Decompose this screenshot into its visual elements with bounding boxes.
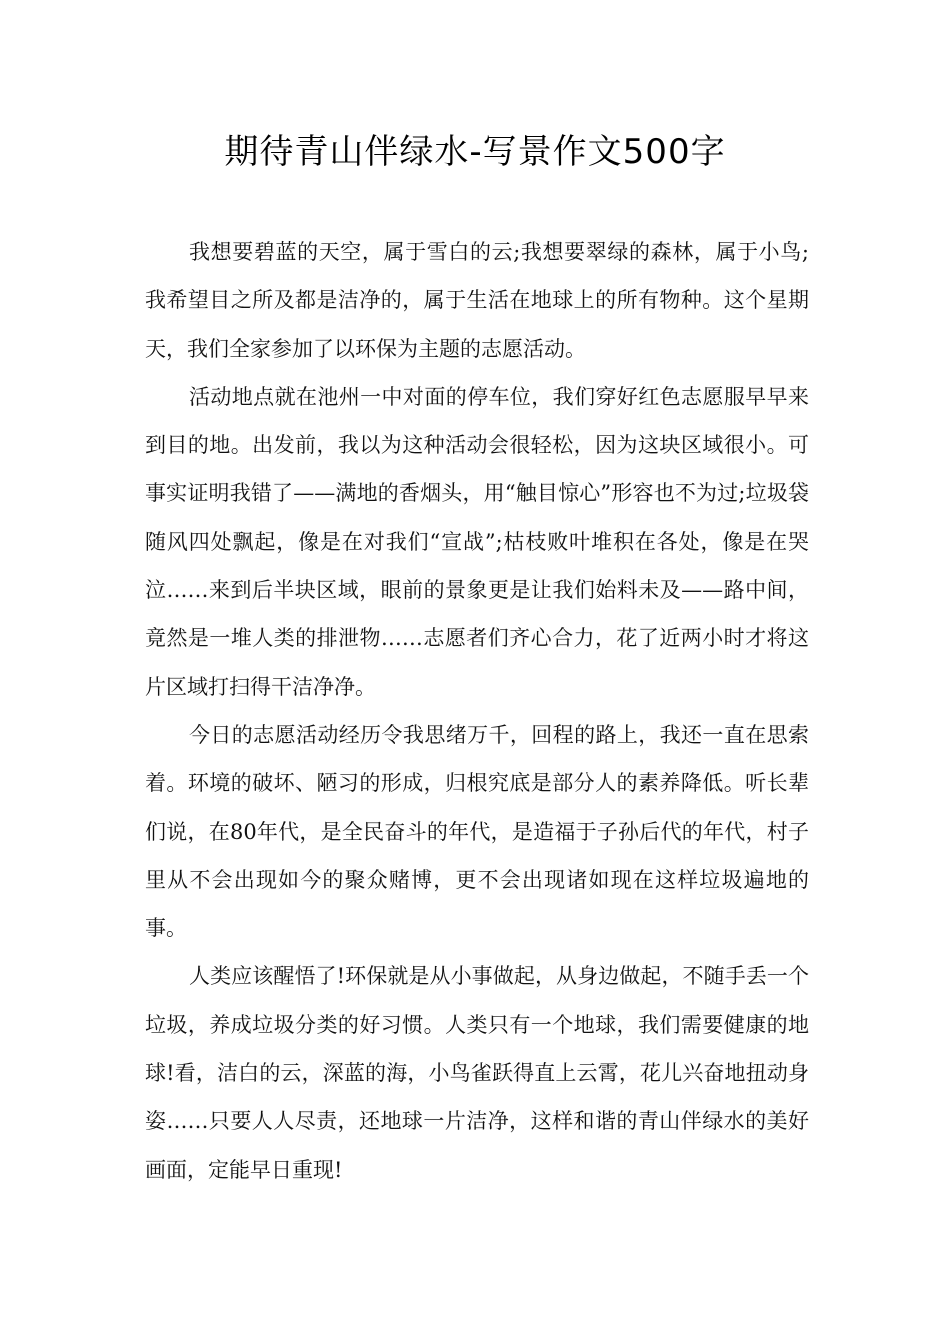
paragraph-3: 今日的志愿活动经历令我思绪万千，回程的路上，我还一直在思索着。环境的破坏、陋习的形成，归根究底是部分人的素养降低。听长辈们说，在80年代，是全民奋斗的年代，是造福于子孙后代的年代，村子里从不会出现如今的聚众赌博，更不会出现诸如现在这样垃圾遍地的事。 — [145, 722, 809, 941]
document-body — [145, 228, 809, 1194]
document-title: 期待青山伴绿水-写景作文500字 — [224, 132, 726, 172]
paragraph-2: 活动地点就在池州一中对面的停车位，我们穿好红色志愿服早早来到目的地。出发前，我以为这种活动会很轻松，因为这块区域很小。可事实证明我错了——满地的香烟头，用“触目惊心”形容也不为过;垃圾袋随风四处飘起，像是在对我们“宣战”;枯枝败叶堆积在各处，像是在哭泣……来到后半块区域，眼前的景象更是让我们始料未及——路中间，竟然是一堆人类的排泄物……志愿者们齐心合力，花了近两小时才将这片区域打扫得干洁净净。 — [145, 384, 809, 699]
paragraph-1: 我想要碧蓝的天空，属于雪白的云;我想要翠绿的森林，属于小鸟;我希望目之所及都是洁净的，属于生活在地球上的所有物种。这个星期天，我们全家参加了以环保为主题的志愿活动。 — [145, 240, 809, 361]
paragraph-4: 人类应该醒悟了!环保就是从小事做起，从身边做起，不随手丢一个垃圾，养成垃圾分类的好习惯。人类只有一个地球，我们需要健康的地球!看，洁白的云，深蓝的海，小鸟雀跃得直上云霄，花儿兴奋地扭动身姿……只要人人尽责，还地球一片洁净，这样和谐的青山伴绿水的美好画面，定能早日重现! — [145, 964, 809, 1182]
